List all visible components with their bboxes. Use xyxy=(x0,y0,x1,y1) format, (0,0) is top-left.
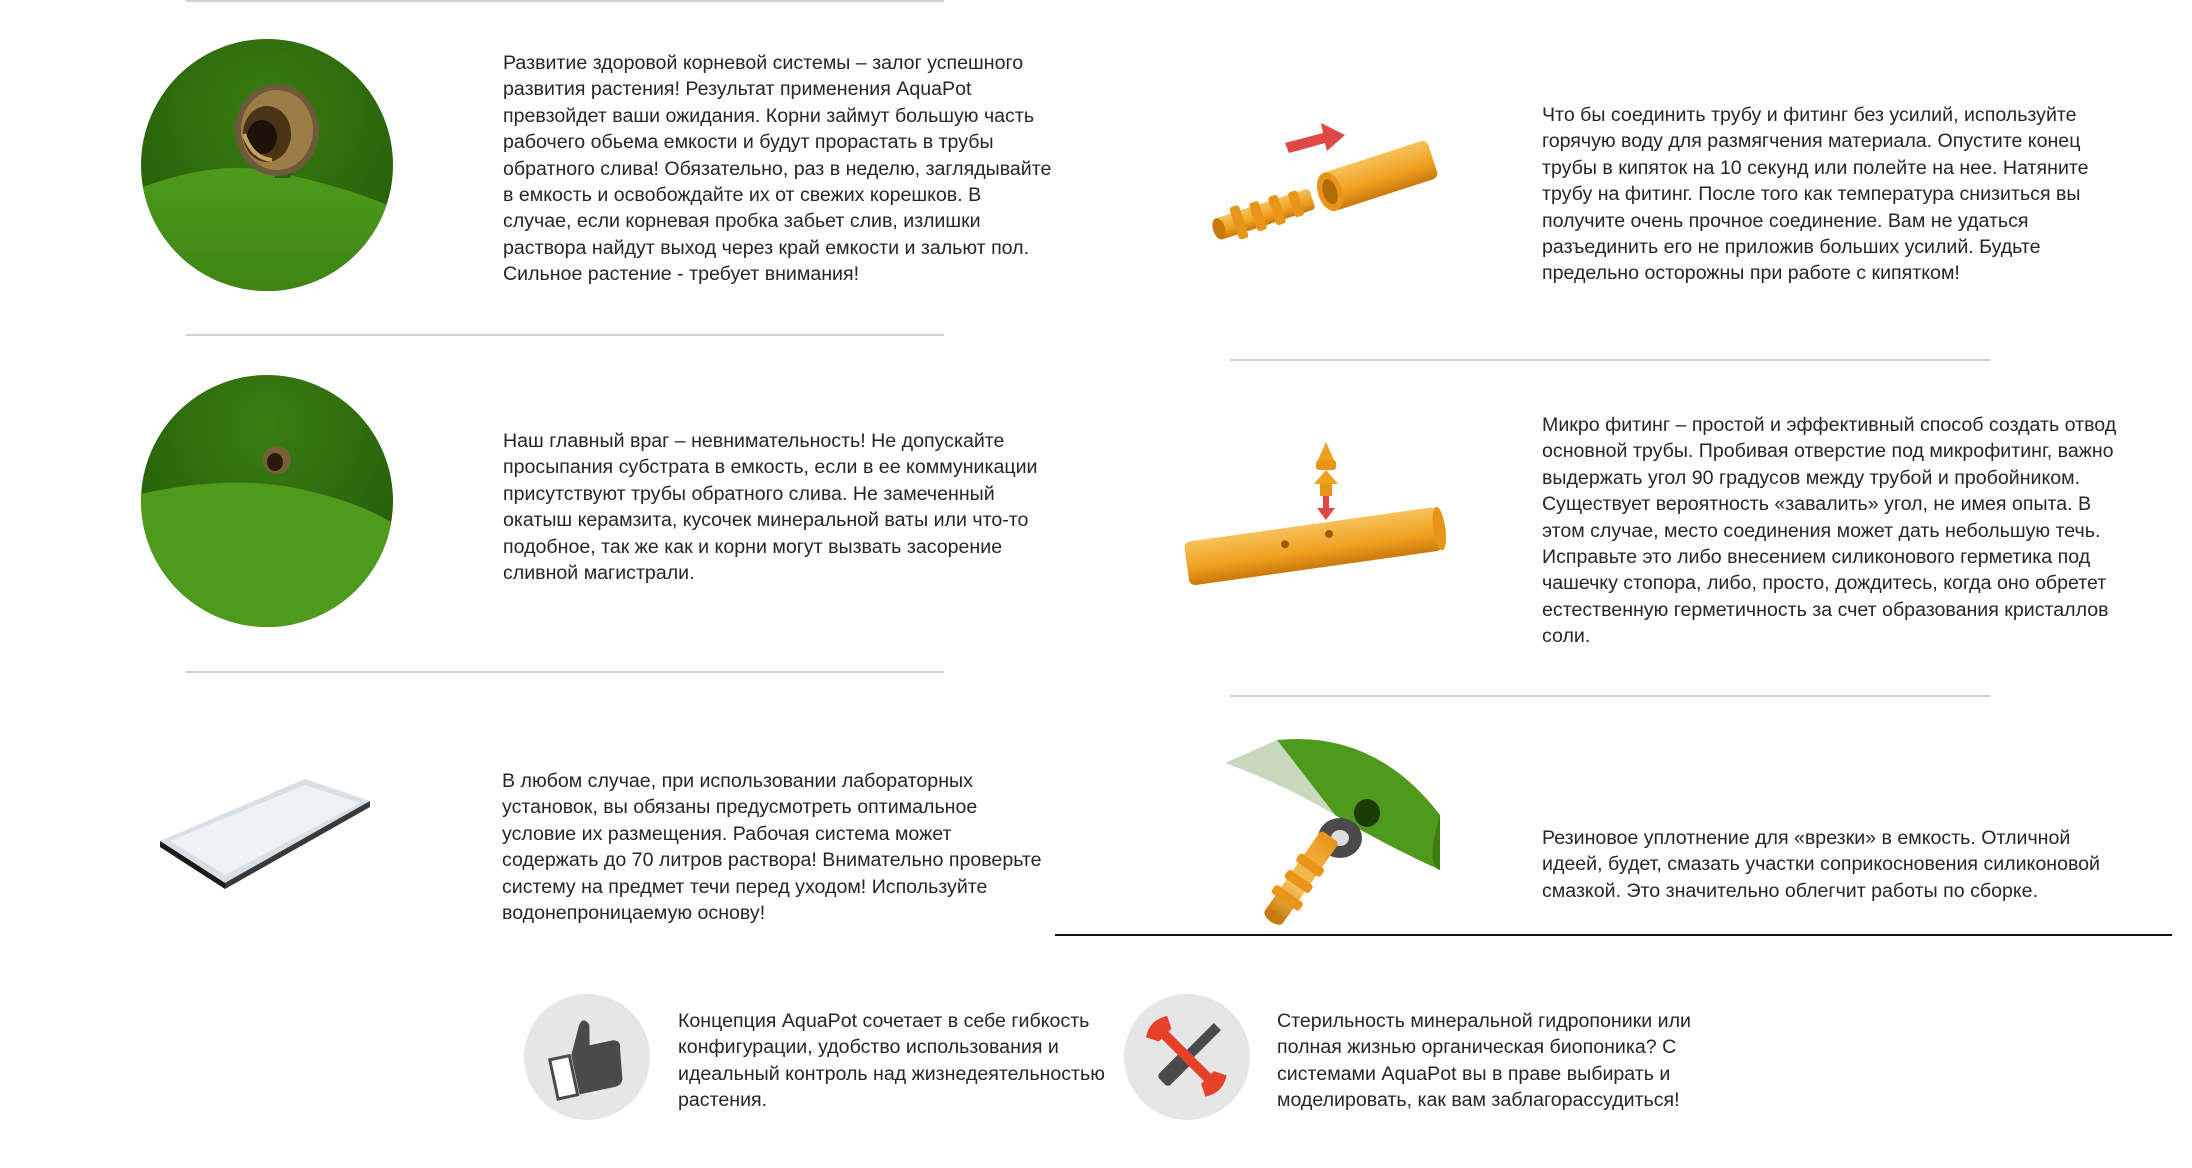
concept-text: Концепция AquaPot сочетает в себе гибкость конфигурации, удобство использования и идеальный контроль над жизнедеятельностью растения. xyxy=(678,1010,1105,1112)
tools-icon xyxy=(1124,994,1250,1120)
pipe-fitting-connect-icon xyxy=(1205,115,1455,265)
waterproof-tray-icon xyxy=(155,775,375,895)
substrate-text: Наш главный враг – невнимательность! Не допускайте просыпания субстрата в емкость, если в ее коммуникации присутствуют трубы обратного слива. Не замеченный окатыш керамзита, кусочек минеральной ваты или что-то подобное, так же как и корни могут вызвать засорение сливной магистрали. xyxy=(503,430,1038,585)
micro-fitting-text: Микро фитинг – простой и эффективный способ создать отвод основной трубы. Пробивая отверстие под микрофитинг, важно выдержать угол 90 градусов между трубой и пробойником. Существует вероятность «завалить» угол, не имея опыта. В этом случае, место соединения может дать небольшую течь. Исправьте это либо внесением силиконового герметика под чашечку стопора, либо, просто, дождитесь, когда оно обретет естественную герметичность за счет образования кристаллов соли. xyxy=(1542,414,2117,648)
thumbs-up-icon xyxy=(524,994,650,1120)
micro-fitting-icon xyxy=(1180,432,1450,592)
top-rule xyxy=(186,0,944,2)
sterility-text: Стерильность минеральной гидропоники или полная жизнью органическая биопоника? С системами AquaPot вы в праве выбирать и моделировать, как вам заблагорассудиться! xyxy=(1277,1010,1691,1112)
tank-drain-small-icon xyxy=(140,374,394,628)
left-rule-2 xyxy=(186,671,944,673)
rubber-seal-icon xyxy=(1225,735,1445,935)
base-text: В любом случае, при использовании лабораторных установок, вы обязаны предусмотреть оптимальное условие их размещения. Рабочая система может содержать до 70 литров раствора! Внимательно проверьте систему на предмет течи перед уходом! Используйте водонепроницаемую основу! xyxy=(502,770,1042,925)
bottom-divider xyxy=(1055,934,2172,936)
hot-water-text: Что бы соединить трубу и фитинг без усилий, используйте горячую воду для размягчения материала. Опустите конец трубы в кипяток на 10 секунд или полейте на нее. Натяните трубу на фитинг. После того как температура снизиться вы получите очень прочное соединение. Вам не удаться разъединить его не приложив больших усилий. Будьте предельно осторожны при работе с кипятком! xyxy=(1542,104,2089,285)
left-rule-1 xyxy=(186,334,944,336)
right-rule-1 xyxy=(1230,359,1990,361)
right-rule-2 xyxy=(1230,695,1990,697)
root-system-text: Развитие здоровой корневой системы – залог успешного развития растения! Результат применения AquaPot превзойдет ваши ожидания. Корни займут большую часть рабочего обьема емкости и будут прорастать в трубы обратного слива! Обязательно, раз в неделю, заглядывайте в емкость и освобождайте их от свежих корешков. В случае, если корневая пробка забьет слив, излишки раствора найдут выход через край емкости и зальют пол. Сильное растение - требует внимания! xyxy=(503,52,1052,286)
rubber-seal-text: Резиновое уплотнение для «врезки» в емкость. Отличной идеей, будет, смазать участки соприкосновения силиконовой смазкой. Это значительно облегчит работы по сборке. xyxy=(1542,827,2100,902)
tank-drain-large-icon xyxy=(140,38,394,292)
